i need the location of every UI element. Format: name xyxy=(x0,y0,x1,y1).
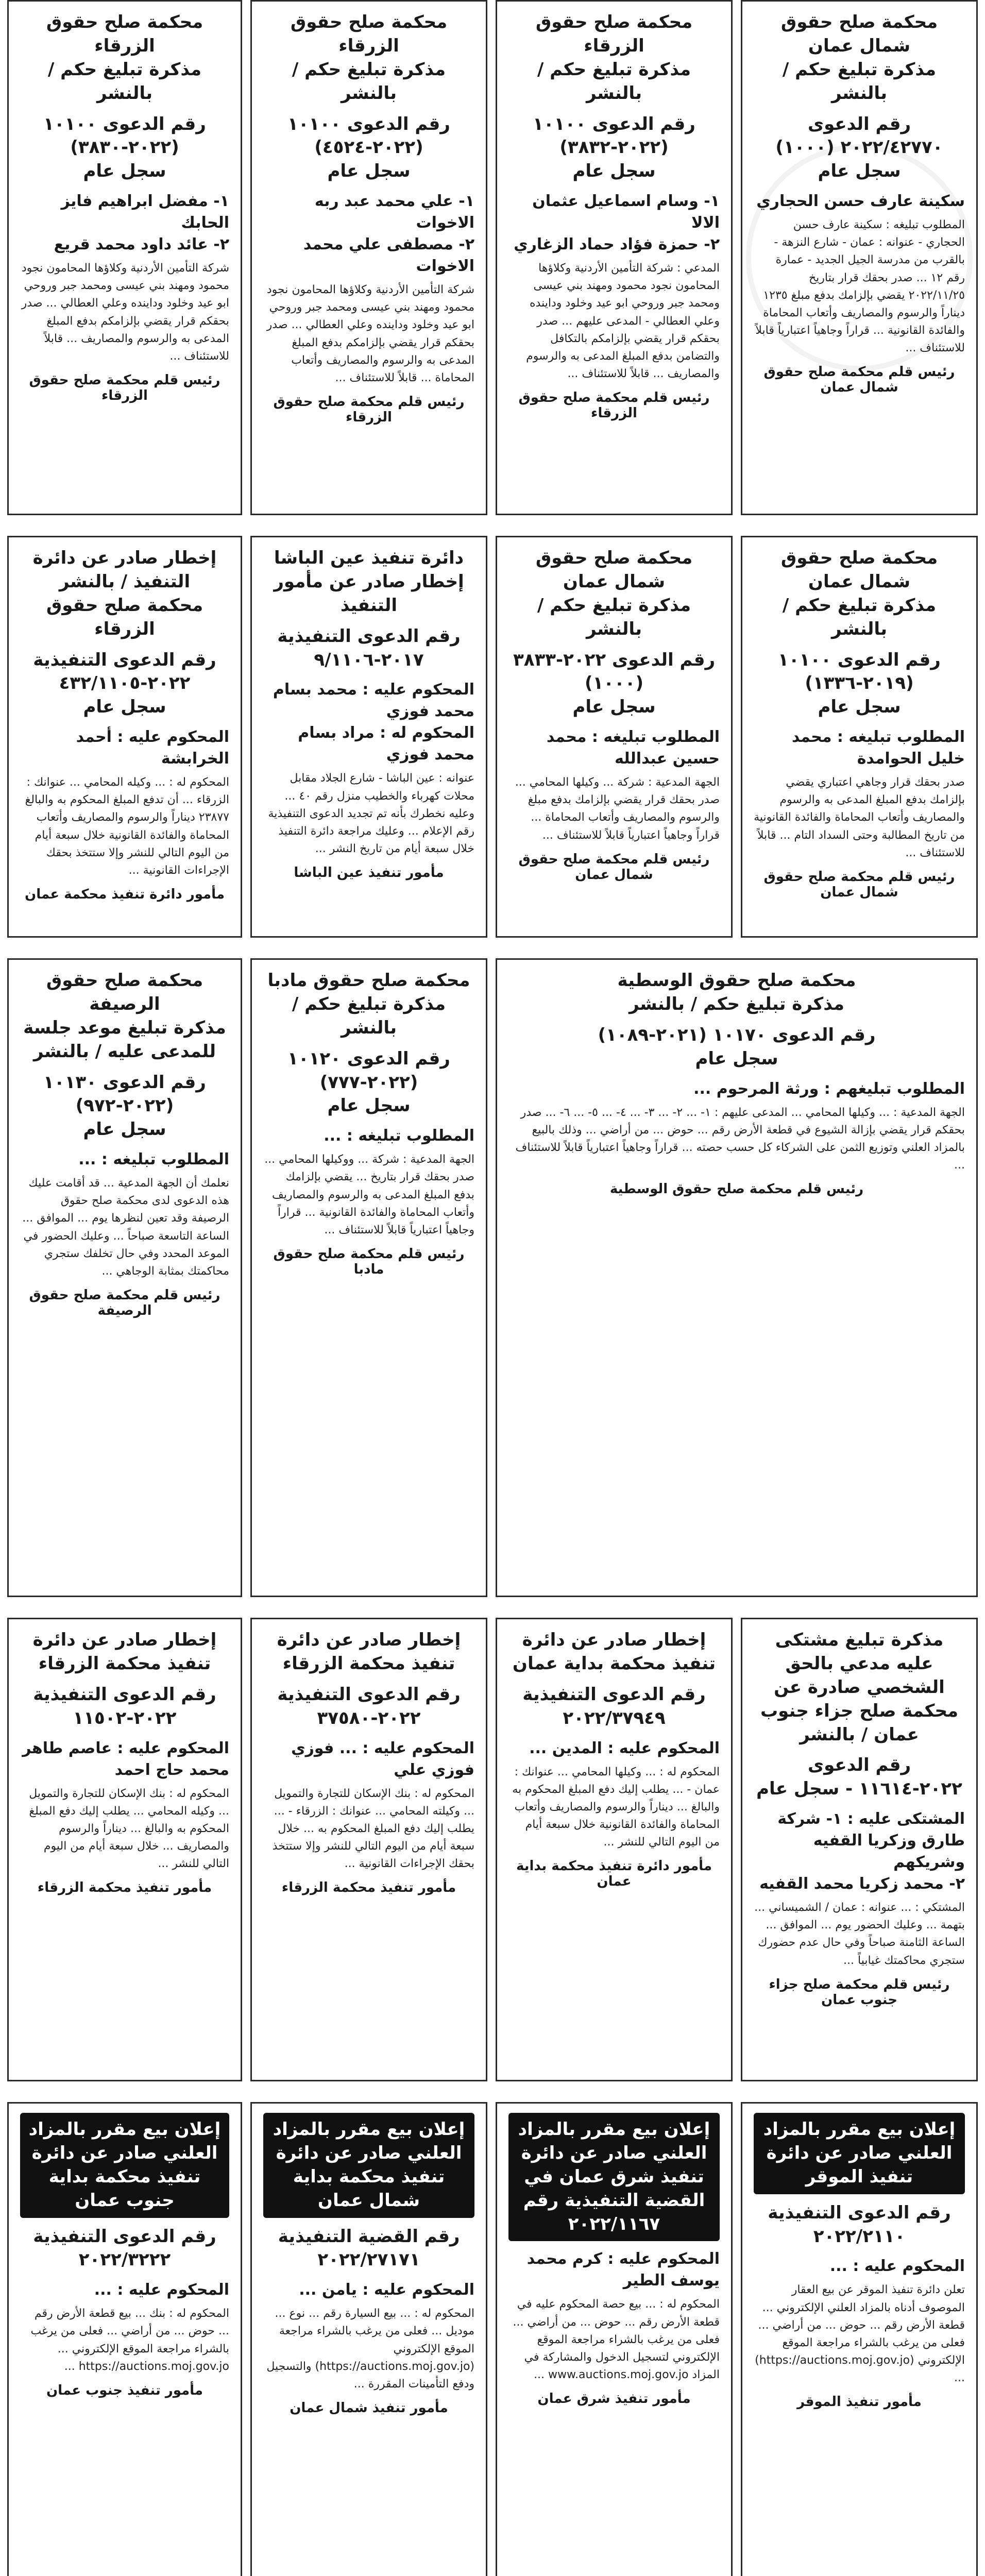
signature: رئيس قلم محكمة صلح حقوق شمال عمان xyxy=(763,364,955,395)
party-names: المطلوب تبليغه : ... xyxy=(78,1150,229,1169)
notice-body: المحكوم له : بنك ... بيع قطعة الأرض رقم ... حوض ... من أراضي ... فعلى من يرغب بالشراء مراجعة الموقع الإلكتروني ... https://auctions.moj.gov.jo ... xyxy=(30,2307,229,2373)
party-names: المحكوم عليه : ... فوزي فوزي علي xyxy=(291,1739,474,1779)
notice-body: المحكوم له : ... وكيله المحامي ... عنوانك : الزرقاء ... أن تدفع المبلغ المحكوم به والبالغ ٢٣٨٧٧ ديناراً والرسوم والمصاريف وأتعاب المحاماة والفائدة القانونية خلال سبعة أيام من اليوم التالي للنشر وإلا ستتخذ بحقك الإجراءات القانونية ... xyxy=(25,776,229,877)
notice-title: محكمة صلح حقوق شمال عمان مذكرة تبليغ حكم / بالنشر xyxy=(780,548,938,639)
notice-body: شركة التأمين الأردنية وكلاؤها المحامون نجود محمود ومهند بني عيسى ومحمد جبر وروحي ابو عيد وخلود وداينده وعلي العطالي ... صدر بحقكم قرار يقضي بإلزامكم بدفع المبلغ المدعى به والرسوم والمصاريف ... قابلاً للاستئناف ... xyxy=(21,262,229,363)
case-number: رقم الدعوى ١٠١٠٠ (٢٠٢٢-٣٨٣٢) سجل عام xyxy=(533,113,695,182)
party-names: ١- علي محمد عبد ربه الاخوات ٢- مصطفى علي محمد الاخوات xyxy=(303,192,474,276)
notice-r3-c2 xyxy=(250,958,487,1597)
notice-r2-c1 xyxy=(741,536,978,938)
notice-r2-c3 xyxy=(250,536,487,938)
notice-title: إخطار صادر عن دائرة تنفيذ محكمة بداية عمان xyxy=(512,1630,716,1674)
notice-body: المحكوم له : بنك الإسكان للتجارة والتمويل ... وكيله المحامي ... يطلب إليك دفع المبلغ المحكوم به والبالغ ... ديناراً والرسوم والمصاريف ... خلال سبعة أيام من اليوم التالي للنشر ... xyxy=(29,1787,229,1870)
notice-r1-c4 xyxy=(7,0,242,515)
notice-title: محكمة صلح حقوق شمال عمان مذكرة تبليغ حكم / بالنشر xyxy=(780,12,938,104)
case-number: رقم الدعوى ٢٠٢٢-١١٦١٤ - سجل عام xyxy=(756,1755,962,1800)
notice-body: تعلن دائرة تنفيذ الموقر عن بيع العقار الموصوف أدناه بالمزاد العلني الإلكتروني ... قطعة الأرض رقم ... حوض ... من أراضي ... فعلى من يرغب بالشراء مراجعة الموقع الإلكتروني (https://auctions.moj.gov.jo) ... xyxy=(755,2283,965,2384)
party-names: المشتكى عليه : ١- شركة طارق وزكريا القفيه وشريكهم ٢- محمد زكريا محمد القفيه xyxy=(759,1810,965,1893)
notice-r4-c3 xyxy=(250,1618,487,2081)
party-names: ١- مفضل ابراهيم فايز الحابك ٢- عائد داود محمد قريع xyxy=(54,192,229,254)
signature: رئيس قلم محكمة صلح حقوق مادبا xyxy=(273,1246,465,1277)
party-names: المطلوب تبليغه : ... xyxy=(324,1127,474,1145)
notice-body: المحكوم له : ... بيع السيارة رقم ... نوع ... موديل ... فعلى من يرغب بالشراء مراجعة الموقع الإلكتروني (https://auctions.moj.gov.jo) والتسجيل ودفع التأمينات المقررة ... xyxy=(266,2307,474,2391)
notice-r4-c2 xyxy=(496,1618,733,2081)
case-number: رقم الدعوى التنفيذية ٢٠٢٢/٣٢٢٢ xyxy=(33,2226,216,2270)
notice-title: محكمة صلح حقوق مادبا مذكرة تبليغ حكم / بالنشر xyxy=(267,970,470,1038)
case-number: رقم الدعوى التنفيذية ٢٠٢٢-٣٧٥٨٠ xyxy=(277,1684,461,1728)
party-names: ١- وسام اسماعيل عثمان الالا ٢- حمزة فؤاد حماد الزغاري xyxy=(514,192,720,254)
notice-body: الجهة المدعية : ... وكيلها المحامي ... المدعى عليهم : ١- ... ٢- ... ٣- ... ٤- ... ٥- ... ٦- ... صدر بحقكم قرار يقضي بإزالة الشيوع في قطعة الأرض رقم ... حوض ... من أراضي ... وذلك بالبيع بالمزاد العلني وتوزيع الثمن على الشركاء كل حسب حصته ... قراراً وجاهياً اعتبارياً قابلاً للاستئناف ... xyxy=(515,1106,965,1172)
notice-body: نعلمك أن الجهة المدعية ... قد أقامت عليك هذه الدعوى لدى محكمة صلح حقوق الرصيفة وقد تعين لنظرها يوم ... الموافق ... الساعة التاسعة صباحاً ... وعليك الحضور في الموعد المحدد وفي حال تخلفك ستجري محاكمتك بمثابة الوجاهي ... xyxy=(22,1177,229,1278)
notice-title: دائرة تنفيذ عين الباشا إخطار صادر عن مأمور التنفيذ xyxy=(274,548,464,616)
notice-body: المحكوم له : ... وكيلها المحامي ... عنوانك : عمان - ... يطلب إليك دفع المبلغ المحكوم به والبالغ ... ديناراً والرسوم والمصاريف وأتعاب المحاماة والفائدة القانونية خلال سبعة أيام من اليوم التالي للنشر ... xyxy=(512,1765,720,1849)
notice-r5-c4 xyxy=(7,2102,242,2576)
signature: رئيس قلم محكمة صلح حقوق شمال عمان xyxy=(518,851,710,883)
party-names: المحكوم عليه : ... xyxy=(94,2281,229,2299)
notice-title: إخطار صادر عن دائرة التنفيذ / بالنشر محكمة صلح حقوق الزرقاء xyxy=(32,548,217,639)
notice-body: المحكوم له : ... بيع حصة المحكوم عليه في قطعة الأرض رقم ... حوض ... من أراضي ... فعلى من يرغب بالشراء مراجعة الموقع الإلكتروني لتسجيل الدخول والمشاركة في المزاد www.auctions.moj.gov.jo ... xyxy=(513,2298,720,2381)
notice-r2-c2 xyxy=(496,536,733,938)
notice-title: محكمة صلح حقوق الوسطية مذكرة تبليغ حكم / بالنشر xyxy=(617,970,856,1014)
notice-r1-c1 xyxy=(741,0,978,515)
case-number: رقم الدعوى ١٠١٠٠ (٢٠١٩-١٣٣٦) سجل عام xyxy=(778,649,941,718)
notice-r4-c1 xyxy=(741,1618,978,2081)
notice-r2-c4 xyxy=(7,536,242,938)
case-number: رقم الدعوى التنفيذية ٢٠٢٢/٢١١٠ xyxy=(768,2202,951,2247)
signature: مأمور دائرة تنفيذ محكمة عمان xyxy=(25,886,225,902)
case-number: رقم الدعوى ١٠١٠٠ (٢٠٢٢-٤٥٢٤) سجل عام xyxy=(287,113,450,182)
notice-body: المطلوب تبليغه : سكينة عارف حسن الحجاري - عنوانه : عمان - شارع النزهة - بالقرب من مدرسة الجيل الجديد - عمارة رقم ١٢ ... صدر بحقك قرار بتاريخ ٢٠٢٢/١١/٢٥ يقضي بإلزامك بدفع مبلغ ١٢٣٥ ديناراً والرسوم والمصاريف وأتعاب المحاماة والفائدة القانونية ... قراراً وجاهياً اعتبارياً قابلاً للاستئناف ... xyxy=(755,218,965,354)
signature: رئيس قلم محكمة صلح حقوق الزرقاء xyxy=(29,372,220,403)
signature: مأمور تنفيذ محكمة الزرقاء xyxy=(281,1880,456,1896)
case-number: رقم الدعوى ١٠١٣٠ (٢٠٢٢-٩٧٢) سجل عام xyxy=(43,1072,206,1140)
notice-body: الجهة المدعية : شركة ... ووكيلها المحامي ... صدر بحقك قرار بتاريخ ... يقضي بإلزامك بدفع المبلغ المدعى به والرسوم والمصاريف وأتعاب المحاماة والفائدة القانونية ... قراراً وجاهياً اعتبارياً قابلاً للاستئناف ... xyxy=(264,1153,474,1236)
notice-r5-c1 xyxy=(741,2102,978,2576)
notice-title: إخطار صادر عن دائرة تنفيذ محكمة الزرقاء xyxy=(32,1630,217,1674)
notice-title: محكمة صلح حقوق الزرقاء مذكرة تبليغ حكم / بالنشر xyxy=(535,12,693,104)
signature: مأمور تنفيذ جنوب عمان xyxy=(46,2382,203,2398)
case-number: رقم الدعوى ١٠١٠٠ (٢٠٢٢-٣٨٣٠) سجل عام xyxy=(43,113,206,182)
notice-body: المدعي : شركة التأمين الأردنية وكلاؤها المحامون نجود محمود ومهند بني عيسى ومحمد جبر وروحي ابو عيد وخلود وداينده وعلي العطالي - المدعى عليهم ... صدر بحقكم قرار يقضي بإلزامكم بالتكافل والتضامن بدفع المبلغ المدعى به والرسوم والمصاريف ... قابلاً للاستئناف ... xyxy=(526,262,720,380)
party-names: المحكوم عليه : محمد بسام محمد فوزي المحكوم له : مراد بسام محمد فوزي xyxy=(273,681,474,764)
notice-r5-c3 xyxy=(250,2102,487,2576)
notice-title: إعلان بيع مقرر بالمزاد العلني صادر عن دائرة تنفيذ شرق عمان في القضية التنفيذية رقم ٢٠٢٢/١١٦٧ xyxy=(508,2113,720,2241)
notice-body: الجهة المدعية : شركة ... وكيلها المحامي ... صدر بحقك قرار يقضي بإلزامك بدفع مبلغ والرسوم والمصاريف وأتعاب المحاماة ... قراراً وجاهياً اعتبارياً قابلاً للاستئناف ... xyxy=(515,776,720,842)
signature: مأمور تنفيذ شرق عمان xyxy=(537,2391,691,2406)
party-names: المحكوم عليه : أحمد الخرابشة xyxy=(76,728,229,768)
notice-body: المحكوم له : بنك الإسكان للتجارة والتمويل ... وكيلته المحامي ... عنوانك : الزرقاء - ... يطلب إليك دفع المبلغ المحكوم به ... خلال سبعة أيام من اليوم التالي للنشر وإلا ستتخذ بحقك الإجراءات القانونية ... xyxy=(272,1787,474,1870)
notice-body: صدر بحقك قرار وجاهي اعتباري يقضي بإلزامك بدفع المبلغ المدعى به والرسوم والمصاريف وأتعاب المحاماة والفائدة القانونية من تاريخ المطالبة وحتى السداد التام ... قابلاً للاستئناف ... xyxy=(754,776,965,859)
notice-title: مذكرة تبليغ مشتكى عليه مدعي بالحق الشخصي صادرة عن محكمة صلح جزاء جنوب عمان / بالنشر xyxy=(760,1630,959,1745)
case-number: رقم الدعوى التنفيذية ٢٠١٧-٩/١١٠٦ xyxy=(277,625,461,670)
party-names: المحكوم عليه : المدين ... xyxy=(529,1739,720,1757)
notice-r5-c2 xyxy=(496,2102,733,2576)
party-names: المطلوب تبليغهم : ورثة المرحوم ... xyxy=(693,1079,965,1098)
notice-body: شركة التأمين الأردنية وكلاؤها المحامون نجود محمود ومهند بني عيسى ومحمد جبر وروحي ابو عيد وخلود وداينده وعلي العطالي ... صدر بحقكم قرار يقضي بإلزامكم بدفع المبلغ المدعى به والرسوم والمصاريف وأتعاب المحاماة ... قابلاً للاستئناف ... xyxy=(266,283,474,384)
signature: رئيس قلم محكمة صلح حقوق الرصيفة xyxy=(29,1287,220,1318)
notice-title: محكمة صلح حقوق الزرقاء مذكرة تبليغ حكم / بالنشر xyxy=(46,12,203,104)
case-number: رقم الدعوى التنفيذية ٢٠٢٢/٣٧٩٤٩ xyxy=(522,1684,706,1728)
notice-title: إعلان بيع مقرر بالمزاد العلني صادر عن دائرة تنفيذ محكمة بداية شمال عمان xyxy=(263,2113,474,2218)
case-number: رقم الدعوى ٢٠٢٢/٤٢٧٧٠ (١٠٠٠) سجل عام xyxy=(775,113,943,182)
notice-title: إعلان بيع مقرر بالمزاد العلني صادر عن دائرة تنفيذ الموقر xyxy=(754,2113,965,2194)
signature: مأمور دائرة تنفيذ محكمة بداية عمان xyxy=(516,1858,712,1890)
notice-body: المشتكي : ... عنوانه : عمان / الشميساني ... بتهمة ... وعليك الحضور يوم ... الموافق ... الساعة الثامنة صباحاً وفي حال عدم حضورك ستجري محاكمتك غيابياً ... xyxy=(754,1901,965,1967)
notice-title: محكمة صلح حقوق الزرقاء مذكرة تبليغ حكم / بالنشر xyxy=(290,12,448,104)
notice-r3-c1 xyxy=(496,958,978,1597)
case-number: رقم الدعوى ٢٠٢٢-٣٨٣٣ (١٠٠٠) سجل عام xyxy=(513,649,716,718)
signature: مأمور تنفيذ محكمة الزرقاء xyxy=(37,1880,212,1896)
party-names: المحكوم عليه : ... xyxy=(829,2257,965,2276)
case-number: رقم الدعوى ١٠١٢٠ (٢٠٢٢-٧٧٧) سجل عام xyxy=(287,1048,450,1116)
signature: مأمور تنفيذ الموقر xyxy=(797,2394,922,2410)
case-number: رقم الدعوى التنفيذية ٢٠٢٢-٤٣٢/١١٠٥ سجل عام xyxy=(33,649,216,718)
signature: رئيس قلم محكمة صلح جزاء جنوب عمان xyxy=(769,1976,950,2008)
notice-title: إعلان بيع مقرر بالمزاد العلني صادر عن دائرة تنفيذ محكمة بداية جنوب عمان xyxy=(20,2113,229,2218)
notice-title: محكمة صلح حقوق الرصيفة مذكرة تبليغ موعد جلسة للمدعى عليه / بالنشر xyxy=(23,970,226,1062)
notice-body: عنوانه : عين الباشا - شارع الجلاد مقابل محلات كهرباء والخطيب منزل رقم ٤٠ ... وعليه نخطرك بأنه تم تجديد الدعوى التنفيذية رقم الإعلام ... وعليك مراجعة دائرة التنفيذ خلال سبعة أيام من تاريخ النشر ... xyxy=(268,772,474,855)
notice-title: محكمة صلح حقوق شمال عمان مذكرة تبليغ حكم / بالنشر xyxy=(535,548,693,639)
party-names: المحكوم عليه : عاصم طاهر محمد حاج احمد xyxy=(22,1739,229,1779)
signature: رئيس قلم محكمة صلح حقوق شمال عمان xyxy=(763,869,955,900)
party-names: المحكوم عليه : يامن ... xyxy=(299,2281,474,2299)
signature: رئيس قلم محكمة صلح حقوق الزرقاء xyxy=(273,394,465,425)
case-number: رقم الدعوى التنفيذية ٢٠٢٢-١١٥٠٢ xyxy=(33,1684,216,1728)
party-names: المحكوم عليه : كرم محمد يوسف الطير xyxy=(527,2250,720,2290)
party-names: سكينة عارف حسن الحجاري xyxy=(756,192,965,211)
signature: رئيس قلم محكمة صلح حقوق الوسطية xyxy=(609,1181,864,1197)
notice-r1-c3 xyxy=(250,0,487,515)
signature: مأمور تنفيذ عين الباشا xyxy=(294,865,444,880)
party-names: المطلوب تبليغه : محمد خليل الحوامدة xyxy=(791,728,965,768)
case-number: رقم الدعوى ١٠١٧٠ (٢٠٢١-١٠٨٩) سجل عام xyxy=(598,1024,876,1069)
case-number: رقم القضية التنفيذية ٢٠٢٢/٢٧١٧١ xyxy=(278,2226,460,2270)
notice-title: إخطار صادر عن دائرة تنفيذ محكمة الزرقاء xyxy=(277,1630,461,1674)
notice-r1-c2 xyxy=(496,0,733,515)
signature: رئيس قلم محكمة صلح حقوق الزرقاء xyxy=(518,389,710,421)
party-names: المطلوب تبليغه : محمد حسين عبدالله xyxy=(546,728,720,768)
notice-r4-c4 xyxy=(7,1618,242,2081)
signature: مأمور تنفيذ شمال عمان xyxy=(290,2400,448,2416)
notice-r3-c3 xyxy=(7,958,242,1597)
